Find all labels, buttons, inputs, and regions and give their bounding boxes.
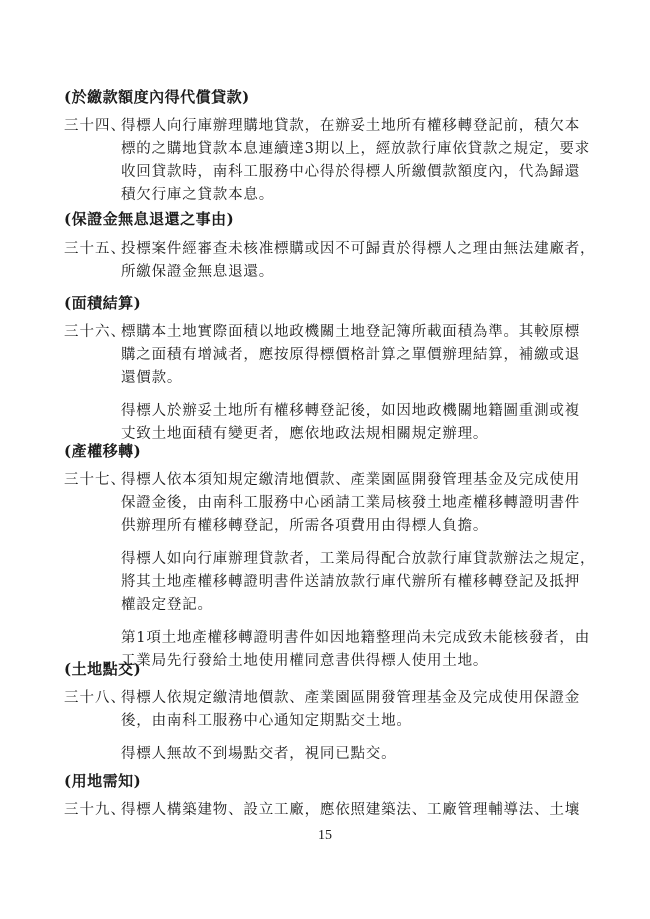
article-text-line: 收回貸款時，南科工服務中心得於得標人所繳價款額度內，代為歸還 <box>121 164 580 180</box>
paragraph-text-line: 工業局先行發給土地使用權同意書供得標人使用土地。 <box>121 653 489 669</box>
section-heading: (產權移轉) <box>64 442 142 460</box>
section-heading: (用地需知) <box>64 772 142 790</box>
article-text-line: 得標人向行庫辦理購地貸款，在辦妥土地所有權移轉登記前，積欠本 <box>121 118 580 134</box>
article-text-line: 保證金後，由南科工服務中心函請工業局核發土地產權移轉證明書件 <box>121 495 580 511</box>
section-heading: (保證金無息退還之事由) <box>64 210 235 228</box>
article-text-line: 積欠行庫之貸款本息。 <box>121 187 274 203</box>
paragraph-text-line: 得標人無故不到場點交者，視同已點交。 <box>121 746 397 762</box>
section-heading: (於繳款額度內得代償貸款) <box>64 88 250 106</box>
article-text-line: 標購本土地實際面積以地政機關土地登記簿所載面積為準。其較原標 <box>121 324 580 340</box>
paragraph-text-line: 丈致土地面積有變更者，應依地政法規相關規定辦理。 <box>121 426 489 442</box>
article-text-line: 得標人依本須知規定繳清地價款、產業園區開發管理基金及完成使用 <box>121 472 580 488</box>
article-text-line: 投標案件經審查未核准標購或因不可歸責於得標人之理由無法建廠者， <box>121 241 596 257</box>
article-label: 三十八、 <box>64 690 126 706</box>
article-text-line: 標的之購地貸款本息連續達3期以上，經放款行庫依貸款之規定，要求 <box>121 141 591 157</box>
article-label: 三十七、 <box>64 472 126 488</box>
article-text-line: 供辦理所有權移轉登記，所需各項費用由得標人負擔。 <box>121 518 489 534</box>
article-label: 三十四、 <box>64 118 126 134</box>
section-heading: (土地點交) <box>64 660 142 678</box>
article-text-line: 購之面積有增減者，應按原得標價格計算之單價辦理結算，補繳或退 <box>121 347 580 363</box>
article-text-line: 所繳保證金無息退還。 <box>121 264 274 280</box>
article-label: 三十六、 <box>64 324 126 340</box>
article-text-line: 得標人依規定繳清地價款、產業園區開發管理基金及完成使用保證金 <box>121 690 580 706</box>
paragraph-text-line: 得標人如向行庫辦理貸款者，工業局得配合放款行庫貸款辦法之規定， <box>121 551 596 567</box>
article-text-line: 得標人構築建物、設立工廠，應依照建築法、工廠管理輔導法、土壤 <box>121 802 580 818</box>
paragraph-text-line: 將其土地產權移轉證明書件送請放款行庫代辦所有權移轉登記及抵押 <box>121 574 580 590</box>
article-label: 三十九、 <box>64 802 126 818</box>
paragraph-text-line: 第1項土地產權移轉證明書件如因地籍整理尚未完成致未能核發者，由 <box>121 630 591 646</box>
article-text-line: 後，由南科工服務中心通知定期點交土地。 <box>121 713 412 729</box>
article-text-line: 還價款。 <box>121 370 183 386</box>
paragraph-text-line: 得標人於辦妥土地所有權移轉登記後，如因地政機關地籍圖重測或複 <box>121 403 580 419</box>
paragraph-text-line: 權設定登記。 <box>121 597 213 613</box>
article-label: 三十五、 <box>64 241 126 257</box>
section-heading: (面積結算) <box>64 294 142 312</box>
page-number: 15 <box>318 828 332 843</box>
